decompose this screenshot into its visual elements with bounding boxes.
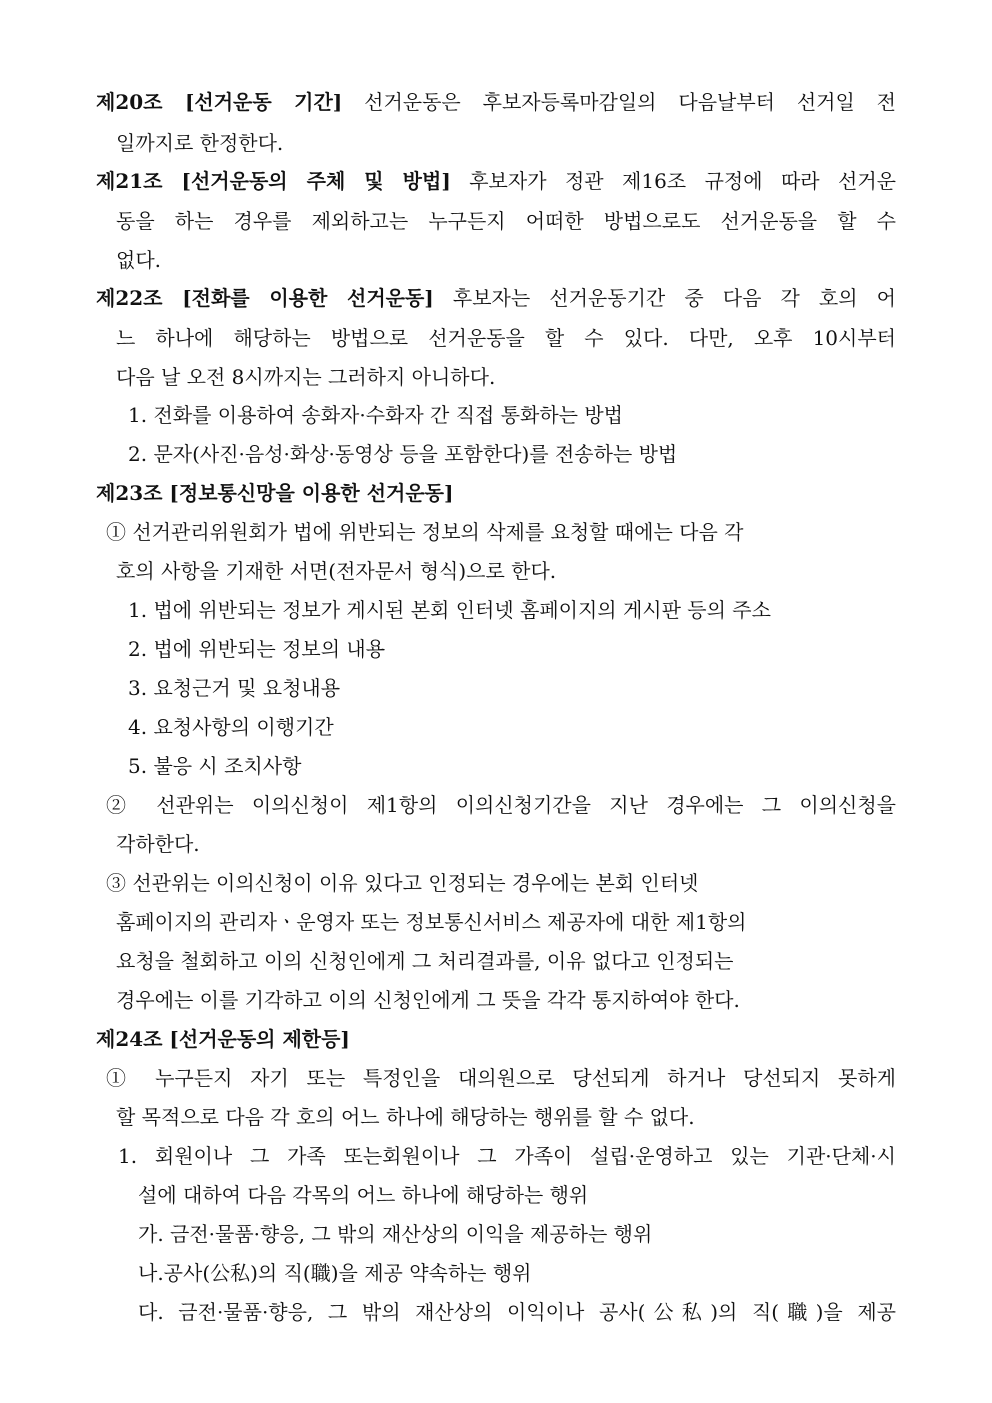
article-23-para-2-line-2: 각하한다. (116, 832, 200, 856)
article-22-item-1: 1. 전화를 이용하여 송화자·수화자 간 직접 통화하는 방법 (128, 403, 623, 427)
article-23-item-1: 1. 법에 위반되는 정보가 게시된 본회 인터넷 홈페이지의 게시판 등의 주소 (128, 598, 771, 622)
article-24-sub-ga: 가. 금전·물품·향응, 그 밖의 재산상의 이익을 제공하는 행위 (138, 1222, 653, 1246)
article-22-item-2: 2. 문자(사진·음성·화상·동영상 등을 포함한다)를 전송하는 방법 (128, 442, 678, 466)
article-23-para-2-line-1: ② 선관위는 이의신청이 제1항의 이의신청기간을 지난 경우에는 그 이의신청을 (106, 793, 896, 817)
article-24-para-1-line-1: ① 누구든지 자기 또는 특정인을 대의원으로 당선되게 하거나 당선되지 못하게 (106, 1066, 896, 1090)
article-23-para-3-line-2: 홈페이지의 관리자ㆍ운영자 또는 정보통신서비스 제공자에 대한 제1항의 (116, 910, 747, 934)
article-23-item-4: 4. 요청사항의 이행기간 (128, 715, 334, 739)
article-24-heading: 제24조 [선거운동의 제한등] (96, 1027, 350, 1051)
article-23-para-1-line-1: ① 선거관리위원회가 법에 위반되는 정보의 삭제를 요청할 때에는 다음 각 (106, 520, 744, 544)
article-24-item-1-line-1: 1. 회원이나 그 가족 또는회원이나 그 가족이 설립·운영하고 있는 기관·단체·시 (118, 1144, 896, 1168)
article-23-item-3: 3. 요청근거 및 요청내용 (128, 676, 341, 700)
article-24-para-1-line-2: 할 목적으로 다음 각 호의 어느 하나에 해당하는 행위를 할 수 없다. (116, 1105, 695, 1129)
article-23-heading: 제23조 [정보통신망을 이용한 선거운동] (96, 481, 454, 505)
article-21-text: 후보자가 정관 제16조 규정에 따라 선거운 (469, 169, 897, 193)
article-21-line-2: 동을 하는 경우를 제외하고는 누구든지 어떠한 방법으로도 선거운동을 할 수 (116, 209, 896, 233)
article-24-sub-da: 다. 금전·물품·향응, 그 밖의 재산상의 이익이나 공사(公私)의 직(職)을 제공 (138, 1300, 896, 1324)
article-23-para-3-line-1: ③ 선관위는 이의신청이 이유 있다고 인정되는 경우에는 본회 인터넷 (106, 871, 699, 895)
article-22-line-1 (0, 283, 992, 313)
article-20-line-2: 일까지로 한정한다. (116, 131, 284, 155)
article-22-line-2: 느 하나에 해당하는 방법으로 선거운동을 할 수 있다. 다만, 오후 10시부터 (116, 326, 896, 350)
article-21-line-1 (0, 166, 992, 196)
article-23-para-1-line-2: 호의 사항을 기재한 서면(전자문서 형식)으로 한다. (116, 559, 557, 583)
article-22-line-3: 다음 날 오전 8시까지는 그러하지 아니하다. (116, 365, 496, 389)
article-20-text: 선거운동은 후보자등록마감일의 다음날부터 선거일 전 (364, 90, 896, 114)
article-23-item-5: 5. 불응 시 조치사항 (128, 754, 302, 778)
article-24-sub-na: 나.공사(公私)의 직(職)을 제공 약속하는 행위 (138, 1261, 532, 1285)
article-24-item-1-line-2: 설에 대하여 다음 각목의 어느 하나에 해당하는 행위 (138, 1183, 589, 1207)
article-20-line-1 (0, 87, 992, 117)
article-22-heading: 제22조 [전화를 이용한 선거운동] (96, 286, 434, 310)
article-23-para-3-line-3: 요청을 철회하고 이의 신청인에게 그 처리결과를, 이유 없다고 인정되는 (116, 949, 734, 973)
article-21-line-3: 없다. (116, 248, 161, 272)
article-23-para-3-line-4: 경우에는 이를 기각하고 이의 신청인에게 그 뜻을 각각 통지하여야 한다. (116, 988, 740, 1012)
article-23-item-2: 2. 법에 위반되는 정보의 내용 (128, 637, 386, 661)
article-20-heading: 제20조 [선거운동 기간] (96, 90, 343, 114)
article-21-heading: 제21조 [선거운동의 주체 및 방법] (96, 169, 451, 193)
article-22-text: 후보자는 선거운동기간 중 다음 각 호의 어 (452, 286, 897, 310)
